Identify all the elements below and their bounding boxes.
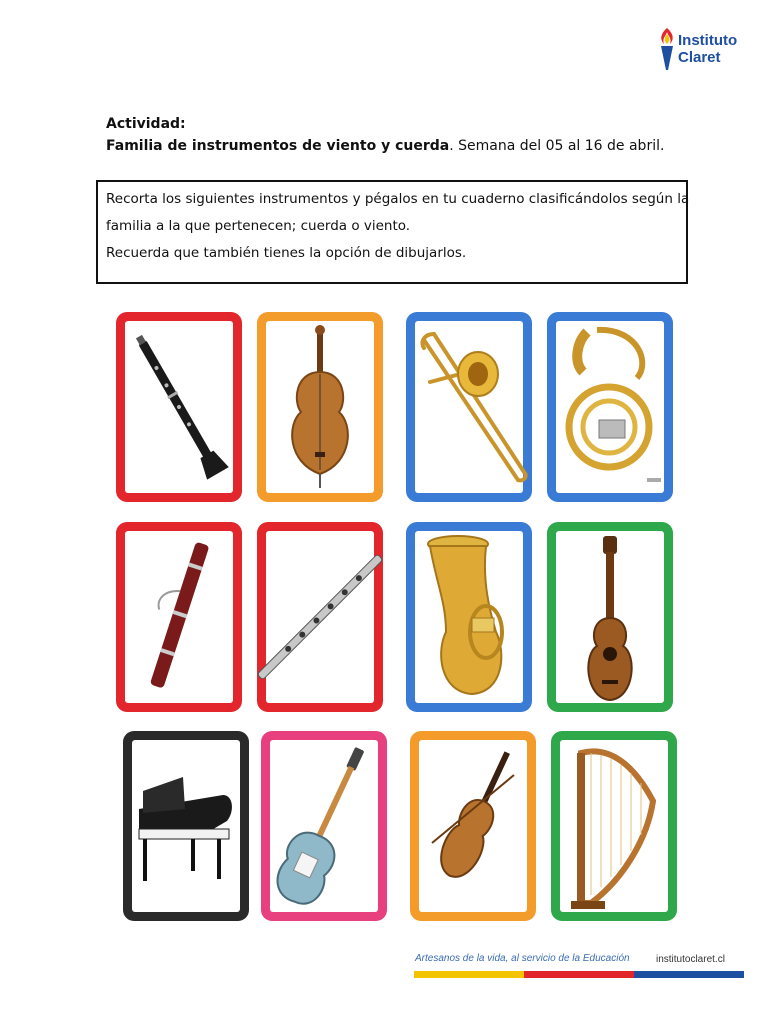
footer-bar-blue (634, 971, 744, 978)
activity-heading (106, 113, 706, 157)
harp-icon (551, 731, 677, 921)
instructions-box (96, 180, 688, 284)
piano-icon (123, 731, 249, 921)
activity-subtitle (106, 135, 706, 157)
logo-line-2: Claret (678, 49, 721, 66)
card-electric-guitar (261, 731, 387, 921)
footer-slogan: Artesanos de la vida, al servicio de la Educación (415, 953, 630, 964)
card-flute (257, 522, 383, 712)
tuba-icon (406, 522, 532, 712)
instruction-line-2: familia a la que pertenecen; cuerda o viento. (106, 218, 411, 234)
torch-icon (654, 26, 680, 72)
card-trombone (406, 312, 532, 502)
footer-color-bar (414, 971, 744, 978)
card-double-bass (257, 312, 383, 502)
card-french-horn (547, 312, 673, 502)
footer-bar-yellow (414, 971, 524, 978)
instruction-line-3: Recuerda que también tienes la opción de dibujarlos. (106, 245, 467, 261)
ukulele-icon (547, 522, 673, 712)
violin-icon (410, 731, 536, 921)
trombone-icon (406, 312, 532, 502)
french-horn-icon (547, 312, 673, 502)
card-ukulele (547, 522, 673, 712)
logo-line-1: Instituto (678, 32, 738, 49)
activity-week: . Semana del 05 al 16 de abril. (449, 138, 665, 154)
footer-bar-red (524, 971, 634, 978)
institute-logo (654, 26, 754, 76)
clarinet-icon (116, 312, 242, 502)
flute-icon (257, 522, 383, 712)
card-violin (410, 731, 536, 921)
instruction-line-1: Recorta los siguientes instrumentos y pégalos en tu cuaderno clasificándolos según la (106, 191, 690, 207)
card-clarinet (116, 312, 242, 502)
card-bassoon (116, 522, 242, 712)
double-bass-icon (257, 312, 383, 502)
card-tuba (406, 522, 532, 712)
electric-guitar-icon (261, 731, 387, 921)
activity-title-bold: Familia de instrumentos de viento y cuerda (106, 138, 450, 154)
card-piano (123, 731, 249, 921)
footer-url[interactable]: institutoclaret.cl (656, 954, 725, 965)
bassoon-icon (116, 522, 242, 712)
activity-label: Actividad: (106, 116, 186, 132)
card-harp (551, 731, 677, 921)
